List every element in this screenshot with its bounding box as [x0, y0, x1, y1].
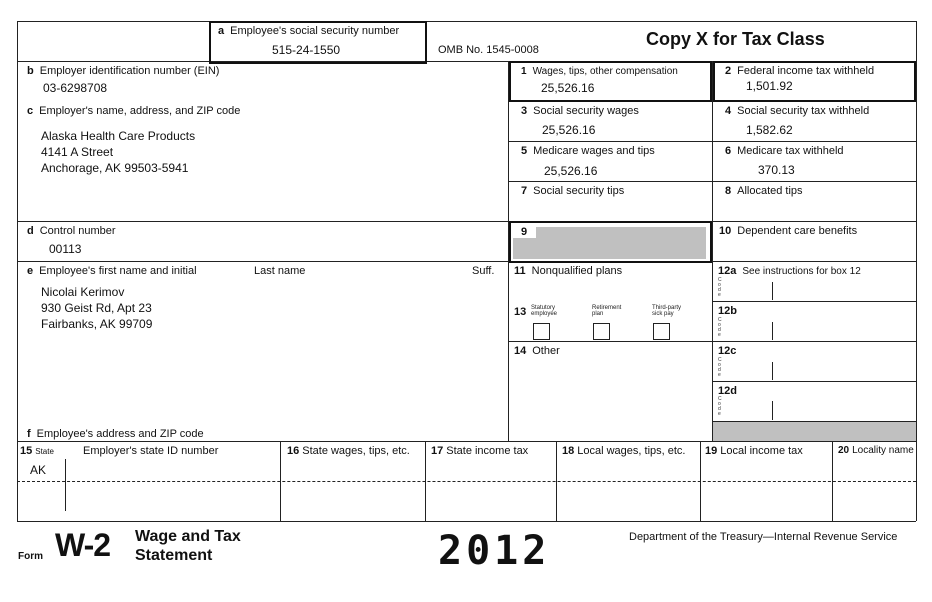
box-e-label: e Employee's first name and initial [27, 265, 197, 277]
box-10-title: Dependent care benefits [737, 225, 858, 237]
rule [712, 381, 916, 382]
box-4-title: Social security tax withheld [737, 105, 870, 117]
form-name: W-2 [55, 527, 111, 563]
box-12c-divider [772, 362, 773, 380]
box-a-label: a Employee's social security number [218, 25, 400, 37]
rule [17, 221, 916, 222]
rule [425, 441, 426, 521]
box-12a-divider [772, 282, 773, 300]
box-20-title: Locality name [852, 445, 914, 456]
box-12d-divider [772, 401, 773, 420]
box-5-title: Medicare wages and tips [533, 145, 655, 157]
rule [17, 261, 916, 262]
employer-state-id-label: Employer's state ID number [83, 445, 219, 457]
box-12b-label: 12b [718, 305, 737, 317]
box-8-title: Allocated tips [737, 185, 803, 197]
box-9-shading [513, 238, 539, 259]
rule [916, 21, 917, 521]
box-9-label: 9 [521, 226, 528, 238]
box-11-label: 11 Nonqualified plans [514, 265, 623, 277]
rule [700, 441, 701, 521]
box-b-title: Employer identification number (EIN) [39, 65, 220, 77]
box-14-title: Other [532, 345, 560, 357]
state-label: State [35, 447, 54, 456]
employee-city[interactable]: Fairbanks, AK 99709 [41, 317, 153, 331]
box-13-label: 13 [514, 306, 527, 318]
box-12d-code-label: C o d e [718, 396, 722, 417]
box-16-title: State wages, tips, etc. [302, 445, 410, 457]
omb-number: OMB No. 1545-0008 [438, 44, 539, 56]
box-12-shaded-area [713, 422, 916, 441]
box-12c-label: 12c [718, 345, 737, 357]
statutory-employee-label: Statutory employee [531, 305, 558, 317]
box-d-label: d Control number [27, 225, 116, 237]
box-2-title: Federal income tax withheld [737, 65, 875, 77]
box-17-title: State income tax [446, 445, 529, 457]
rule [17, 21, 18, 521]
rule [17, 21, 916, 22]
employee-name[interactable]: Nicolai Kerimov [41, 285, 125, 299]
box-12b-code-label: C o d e [718, 317, 722, 338]
box-12-instructions: See instructions for box 12 [742, 266, 861, 277]
box-18-label: 18 Local wages, tips, etc. [562, 445, 686, 457]
last-name-label: Last name [254, 265, 306, 277]
box-20-label: 20 Locality name [838, 445, 914, 456]
box-d-title: Control number [39, 225, 116, 237]
box-16-label: 16 State wages, tips, etc. [287, 445, 410, 457]
box-15-label: 15 State [20, 445, 54, 457]
department-label: Department of the Treasury—Internal Revenue Service [629, 531, 898, 543]
form-title-line-1: Wage and Tax [135, 528, 241, 545]
tax-year: 2012 [438, 528, 551, 574]
box-f-label: f Employee's address and ZIP code [27, 428, 204, 440]
box-19-title: Local income tax [720, 445, 803, 457]
box-3-label: 3 Social security wages [521, 105, 639, 117]
rule [17, 441, 916, 442]
retirement-plan-label: Retirement plan [592, 305, 622, 317]
rule [17, 521, 916, 522]
third-party-sick-pay-checkbox[interactable] [653, 323, 670, 340]
form-title-line-2: Statement [135, 547, 213, 564]
box-12a-code-label: C o d e [718, 277, 722, 298]
retirement-plan-checkbox[interactable] [593, 323, 610, 340]
employer-name[interactable]: Alaska Health Care Products [41, 129, 196, 143]
box-18-title: Local wages, tips, etc. [577, 445, 686, 457]
box-8-label: 8 Allocated tips [725, 185, 803, 197]
rule [712, 61, 713, 441]
employee-street[interactable]: 930 Geist Rd, Apt 23 [41, 301, 152, 315]
rule [556, 441, 557, 521]
box-4-label: 4 Social security tax withheld [725, 105, 870, 117]
medicare-tax-value[interactable]: 370.13 [758, 163, 795, 177]
box-e-title: Employee's first name and initial [39, 265, 197, 277]
box-7-label: 7 Social security tips [521, 185, 625, 197]
suffix-label: Suff. [472, 265, 495, 277]
employer-city[interactable]: Anchorage, AK 99503-5941 [41, 161, 189, 175]
box-1-title: Wages, tips, other compensation [532, 66, 678, 77]
form-word: Form [18, 551, 43, 562]
box-17-label: 17 State income tax [431, 445, 529, 457]
ssn-value[interactable]: 515-24-1550 [272, 43, 341, 57]
federal-tax-value[interactable]: 1,501.92 [746, 79, 793, 93]
box-5-label: 5 Medicare wages and tips [521, 145, 655, 157]
box-9-shading [536, 227, 706, 259]
box-1-label: 1 Wages, tips, other compensation [521, 66, 678, 77]
box-14-label: 14 Other [514, 345, 560, 357]
box-6-title: Medicare tax withheld [737, 145, 844, 157]
box-c-label: c Employer's name, address, and ZIP code [27, 105, 241, 117]
box-7-title: Social security tips [533, 185, 625, 197]
dashed-rule [17, 481, 916, 482]
medicare-wages-value[interactable]: 25,526.16 [544, 164, 598, 178]
box-12c-code-label: C o d e [718, 357, 722, 378]
box-10-label: 10 Dependent care benefits [719, 225, 858, 237]
box-2-label: 2 Federal income tax withheld [725, 65, 875, 77]
rule [712, 301, 916, 302]
copy-title: Copy X for Tax Class [646, 29, 825, 49]
box-12b-divider [772, 322, 773, 340]
box-6-label: 6 Medicare tax withheld [725, 145, 844, 157]
control-number[interactable]: 00113 [49, 242, 82, 256]
rule [280, 441, 281, 521]
wages-value[interactable]: 25,526.16 [541, 81, 595, 95]
employer-street[interactable]: 4141 A Street [41, 145, 114, 159]
box-a-title: Employee's social security number [230, 25, 400, 37]
rule [832, 441, 833, 521]
box-12d-label: 12d [718, 385, 737, 397]
statutory-employee-checkbox[interactable] [533, 323, 550, 340]
box-c-title: Employer's name, address, and ZIP code [39, 105, 241, 117]
ss-wages-value[interactable]: 25,526.16 [542, 123, 596, 137]
third-party-sick-pay-label: Third-party sick pay [652, 305, 682, 317]
box-b-label: b Employer identification number (EIN) [27, 65, 220, 77]
box-11-title: Nonqualified plans [531, 265, 623, 277]
ss-tax-value[interactable]: 1,582.62 [746, 123, 793, 137]
box-12a-label: 12a See instructions for box 12 [718, 265, 861, 277]
box-f-title: Employee's address and ZIP code [36, 428, 204, 440]
state-value[interactable]: AK [30, 463, 47, 477]
ein-value[interactable]: 03-6298708 [43, 81, 108, 95]
box-3-title: Social security wages [533, 105, 639, 117]
box-19-label: 19 Local income tax [705, 445, 803, 457]
state-divider [65, 459, 66, 511]
